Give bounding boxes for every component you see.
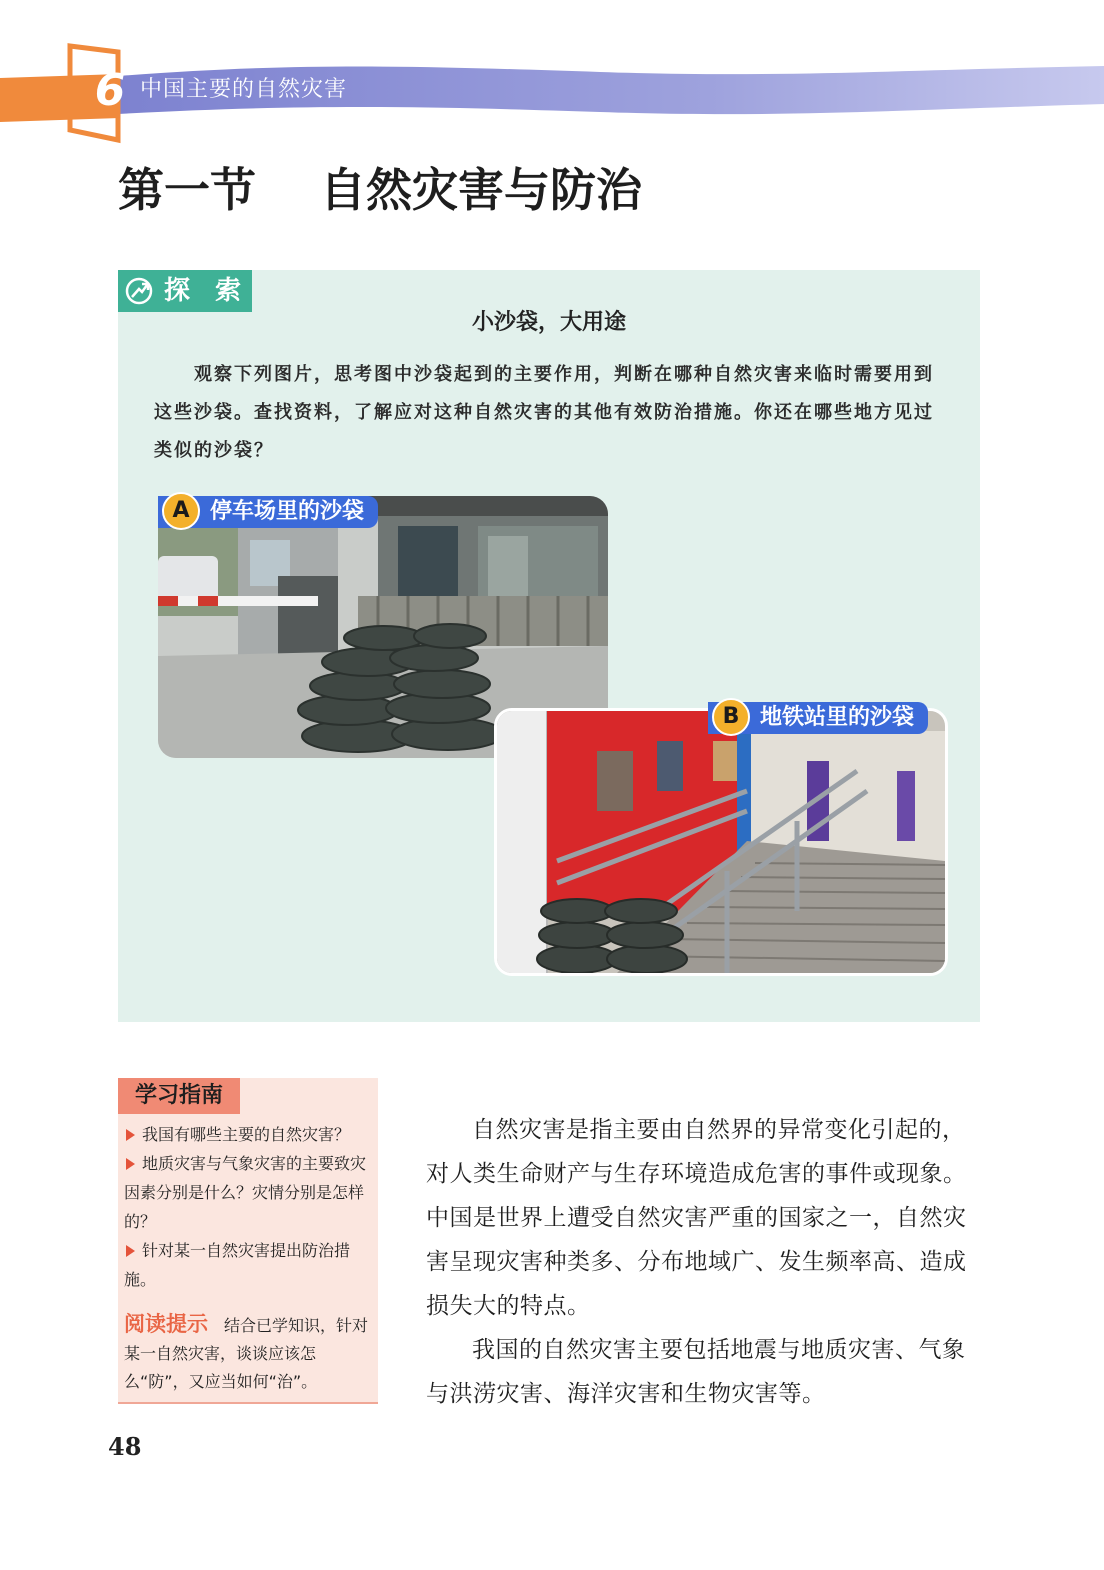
photo-a-badge: A (162, 492, 200, 530)
study-guide-item (124, 1149, 376, 1236)
chapter-number: 6 (94, 65, 126, 116)
study-guide-item-text: 地质灾害与气象灾害的主要致灾因素分别是什么？灾情分别是怎样的？ (124, 1154, 367, 1231)
triangle-bullet-icon (126, 1245, 135, 1257)
photo-b-badge: B (712, 698, 750, 736)
body-paragraph: 自然灾害是指主要由自然界的异常变化引起的，对人类生命财产与生存环境造成危害的事件或现象。中国是世界上遭受自然灾害严重的国家之一，自然灾害呈现灾害种类多、分布地域广、发生频率高、造成损失大的特点。 (426, 1117, 967, 1319)
explore-box (118, 270, 980, 1022)
reading-tip (124, 1310, 376, 1396)
body-paragraph: 我国的自然灾害主要包括地震与地质灾害、气象与洪涝灾害、海洋灾害和生物灾害等。 (426, 1337, 966, 1407)
photo-a-caption: 停车场里的沙袋 (210, 499, 365, 524)
compass-arrow-icon (124, 276, 154, 306)
page-number: 48 (108, 1432, 142, 1461)
study-guide (118, 1078, 378, 1404)
photo-b-label (708, 702, 928, 734)
section-title: 第一节 自然灾害与防治 (118, 163, 643, 217)
explore-heading: 小沙袋，大用途 (471, 310, 626, 335)
photo-b-caption: 地铁站里的沙袋 (760, 705, 915, 730)
reading-tip-text: 结合已学知识，针对某一自然灾害，谈谈应该怎么“防”，又应当如何“治”。 (124, 1316, 369, 1391)
study-guide-item-text: 针对某一自然灾害提出防治措施。 (124, 1241, 351, 1289)
study-guide-tag: 学习指南 (118, 1078, 240, 1114)
study-guide-list (124, 1120, 376, 1294)
study-guide-item (124, 1120, 376, 1149)
triangle-bullet-icon (126, 1129, 135, 1141)
explore-text: 观察下列图片，思考图中沙袋起到的主要作用，判断在哪种自然灾害来临时需要用到这些沙袋。查找资料，了解应对这种自然灾害的其他有效防治措施。你还在哪些地方见过类似的沙袋？ (154, 364, 934, 461)
triangle-bullet-icon (126, 1158, 135, 1170)
explore-tag-label: 探 索 (164, 276, 250, 306)
photo-a-label (158, 496, 378, 528)
body-text (426, 1108, 982, 1416)
study-guide-item-text: 我国有哪些主要的自然灾害？ (142, 1125, 351, 1144)
photo-subway-sandbags (494, 708, 948, 976)
study-guide-item (124, 1236, 376, 1294)
chapter-title: 中国主要的自然灾害 (140, 77, 348, 102)
reading-tip-label: 阅读提示 (124, 1312, 208, 1336)
chapter-banner (0, 0, 1104, 160)
explore-tag (118, 270, 252, 312)
subway-illustration (497, 711, 945, 973)
